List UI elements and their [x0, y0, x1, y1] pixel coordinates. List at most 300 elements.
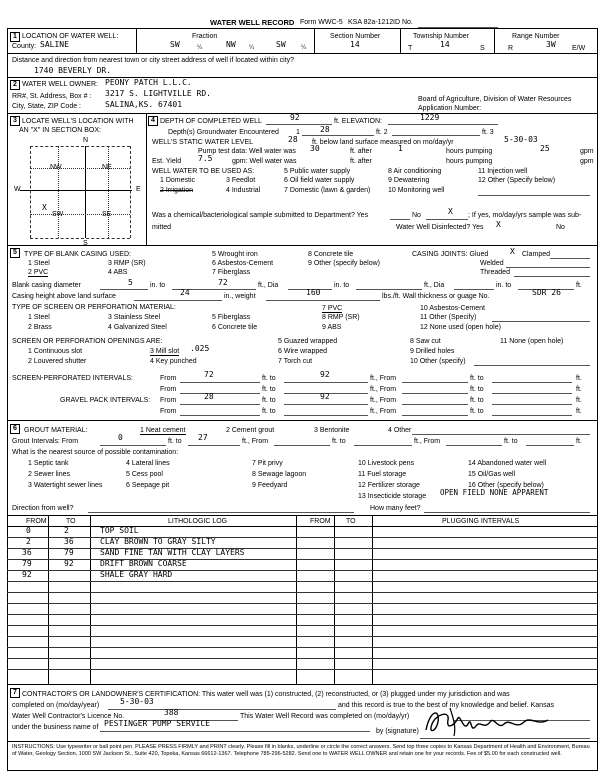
log-from: 2 — [26, 537, 31, 546]
rr-label: RR#, St. Address, Box # : — [12, 93, 92, 100]
line — [388, 124, 498, 125]
ft-3: ft. — [576, 282, 582, 289]
gravel-from-label: From — [160, 397, 177, 404]
casing-2[interactable]: 2 PVC — [28, 269, 49, 276]
city-label: City, State, ZIP Code : — [12, 103, 81, 110]
log-from: 92 — [22, 570, 32, 579]
glued-mark: X — [510, 247, 515, 256]
disinfected-mark: X — [496, 220, 501, 229]
sw-label: SW — [52, 211, 64, 218]
contam-6[interactable]: 6 Seepage pit — [126, 482, 170, 489]
screen-6[interactable]: 6 Concrete tile — [212, 324, 258, 331]
rule — [7, 658, 597, 659]
grid-line — [130, 146, 131, 238]
se-label: SE — [102, 211, 112, 218]
section-value: 14 — [350, 40, 360, 49]
ft-after-2: ft. after — [350, 158, 372, 165]
line — [402, 393, 468, 394]
screen-8[interactable]: 8 RMP (SR) — [322, 314, 360, 321]
locate-title-1: LOCATE WELL'S LOCATION WITH — [22, 118, 134, 125]
gravel-ft: ft. — [576, 397, 582, 404]
township-t: T — [408, 45, 413, 52]
screen-2[interactable]: 2 Brass — [28, 324, 52, 331]
line — [550, 258, 590, 259]
rule — [7, 526, 597, 527]
cert-business-label: under the business name of — [12, 724, 99, 731]
contam-title: What is the nearest source of possible contamination: — [12, 449, 179, 456]
grout-title: GROUT MATERIAL: — [24, 427, 88, 434]
weight-value: 160 — [306, 288, 321, 297]
line — [180, 382, 260, 383]
disinfected-no: No — [556, 224, 565, 231]
owner-street: 3217 S. LIGHTVILLE RD. — [105, 89, 211, 98]
gw1-label: 1 — [296, 129, 300, 136]
line — [180, 415, 260, 416]
gravel-label: GRAVEL PACK INTERVALS: — [60, 397, 151, 404]
screen-1[interactable]: 1 Steel — [28, 314, 50, 321]
gw2-label: ft. 2 — [376, 129, 388, 136]
in-to: in. to — [150, 282, 166, 289]
screen-11[interactable]: 11 Other (Specify) — [420, 314, 477, 321]
rule — [7, 537, 597, 538]
township-s: S — [480, 45, 485, 52]
casing-title: TYPE OF BLANK CASING USED: — [24, 251, 131, 258]
fraction-2: NW — [226, 40, 236, 49]
rule — [7, 570, 597, 571]
yield-label: Est. Yield — [152, 158, 182, 165]
static-rest: ft. below land surface measured on mo/day/yr — [312, 139, 454, 146]
section-5-number: 5 — [10, 248, 20, 258]
screen-4[interactable]: 4 Galvanized Steel — [108, 324, 167, 331]
welded-label: Welded — [480, 260, 504, 267]
line — [108, 709, 336, 710]
in-to-2: in. to — [334, 282, 350, 289]
gravel-ft-from: ft., From — [370, 397, 397, 404]
use-5[interactable]: 5 Public water supply — [284, 168, 351, 175]
casing-9[interactable]: 9 Other (specify below) — [308, 260, 380, 267]
grout-1[interactable]: 1 Neat cement — [140, 427, 186, 434]
rule — [7, 515, 597, 516]
range-ew: E/W — [572, 45, 586, 52]
cert-completed-label: completed on (mo/day/year) — [12, 702, 100, 709]
log-header-to: TO — [66, 518, 76, 525]
rule — [7, 603, 597, 604]
ft-dia-2: ft., Dia — [424, 282, 445, 289]
line — [492, 321, 590, 322]
use-title: WELL WATER TO BE USED AS: — [152, 168, 255, 175]
line — [134, 300, 222, 301]
log-to: 79 — [64, 548, 74, 557]
rule — [7, 614, 597, 615]
cert-license-value: 388 — [164, 708, 179, 717]
sample-no-mark: X — [448, 207, 453, 216]
township-value: 14 — [440, 40, 450, 49]
perf-ft-to-2: ft. to — [470, 375, 484, 382]
gravel-from-label-2: From — [160, 408, 177, 415]
screen-9[interactable]: 9 ABS — [322, 324, 342, 331]
rule — [7, 636, 597, 637]
screen-5[interactable]: 5 Fiberglass — [212, 314, 251, 321]
line — [180, 404, 260, 405]
use-7[interactable]: 7 Domestic (lawn & garden) — [284, 187, 371, 194]
section-4-number: 4 — [148, 116, 158, 126]
contam-14[interactable]: 14 Abandoned water well — [468, 460, 547, 467]
opening-2[interactable]: 2 Louvered shutter — [28, 358, 87, 365]
opening-1[interactable]: 1 Continuous slot — [28, 348, 83, 355]
owner-city: SALINA,KS. 67401 — [105, 100, 183, 109]
gw1-value: 28 — [320, 125, 330, 134]
use-8[interactable]: 8 Air conditioning — [388, 168, 442, 175]
in-to-3: in. to — [496, 282, 512, 289]
slot-size: .025 — [190, 344, 210, 353]
township-label: Township Number — [413, 33, 470, 40]
section-6-number: 6 — [10, 424, 20, 434]
contam-other-text: OPEN FIELD NONE APPARENT — [440, 488, 549, 497]
divider — [494, 28, 495, 53]
quarter-1: ¼ — [197, 45, 203, 51]
log-header-lithologic: LITHOLOGIC LOG — [168, 518, 228, 525]
log-to: 92 — [64, 559, 74, 568]
contam-1[interactable]: 1 Septic tank — [28, 460, 69, 467]
grout-ft-to: ft. to — [168, 438, 182, 445]
contam-15[interactable]: 15 Oil/Gas well — [468, 471, 516, 478]
range-value: 3W — [546, 40, 556, 49]
use-10[interactable]: 10 Monitoring well — [388, 187, 445, 194]
perf-ft-to-3: ft. to — [262, 386, 276, 393]
diameter-value: 5 — [128, 278, 133, 287]
line — [474, 365, 590, 366]
contam-7[interactable]: 7 Pit privy — [252, 460, 283, 467]
gravel-ft-to-3: ft. to — [262, 408, 276, 415]
use-2[interactable]: 2 Irrigation — [160, 187, 194, 194]
ksa-ref: KSA 82a-1212 — [348, 19, 394, 26]
quarter-3: ¼ — [301, 45, 307, 51]
use-3[interactable]: 3 Feedlot — [226, 177, 256, 184]
contam-8[interactable]: 8 Sewage lagoon — [252, 471, 307, 478]
line — [526, 445, 574, 446]
screen-10[interactable]: 10 Asbestos-Cement — [420, 305, 485, 312]
rule — [7, 548, 597, 549]
grout-to-value: 27 — [198, 433, 208, 442]
line — [424, 512, 590, 513]
line — [100, 445, 166, 446]
grout-from-value: 0 — [118, 433, 123, 442]
contam-12[interactable]: 12 Fertilizer storage — [358, 482, 420, 489]
contam-16[interactable]: 16 Other (specify below) — [468, 482, 544, 489]
log-to: 2 — [64, 526, 69, 535]
line — [506, 267, 590, 268]
line — [492, 393, 572, 394]
log-desc: SAND FINE TAN WITH CLAY LAYERS — [100, 548, 245, 557]
grout-intervals-label: Grout Intervals: From — [12, 438, 79, 445]
casing-6[interactable]: 6 Asbestos-Cement — [212, 260, 274, 267]
line — [492, 404, 572, 405]
log-from: 79 — [22, 559, 32, 568]
section-label: Section Number — [330, 33, 381, 40]
range-label: Range Number — [512, 33, 560, 40]
static-date: 5-30-03 — [504, 135, 538, 144]
casing-5[interactable]: 5 Wrought iron — [212, 251, 258, 258]
line — [478, 195, 590, 196]
contam-4[interactable]: 4 Lateral lines — [126, 460, 170, 467]
line — [390, 219, 410, 220]
direction-from-well: Direction from well? — [12, 505, 74, 512]
disinfected-label: Water Well Disinfected? Yes — [396, 224, 484, 231]
owner-title: WATER WELL OWNER: — [22, 81, 98, 88]
divider — [314, 28, 315, 53]
pump-was: 30 — [310, 144, 320, 153]
county-label: County: — [12, 43, 37, 50]
use-6[interactable]: 6 Oil field water supply — [284, 177, 355, 184]
perf-to-value: 92 — [320, 370, 330, 379]
gw3-label: ft. 3 — [482, 129, 494, 136]
address-value: 1740 BEVERLY DR. — [34, 66, 112, 75]
id-label: ID No. — [393, 19, 413, 26]
openings-title: SCREEN OR PERFORATION OPENINGS ARE: — [12, 338, 163, 345]
log-desc: TOP SOIL — [100, 526, 139, 535]
opening-10[interactable]: 10 Other (specify) — [410, 358, 466, 365]
grout-ft-to-3: ft. to — [504, 438, 518, 445]
gravel-ft-to: ft. to — [262, 397, 276, 404]
grid-line — [30, 146, 130, 147]
fraction-3: SW — [276, 40, 286, 49]
instructions-text: INSTRUCTIONS: Use typewriter or ball point pen. PLEASE PRESS FIRMLY and PRINT clearly. Please fill in blanks, underline or circle the correct answers. Send top three copies to Kansas Department of Health and Environment, Bureau of Water, Geology Section, 1000 SW Jackson St., Suite 420, Topeka, Kansas 66612-1367. Telephone 785-296-5282. Send one to WATER WELL OWNER and retain one for your records. Fee of $5.00 for each constructed well. — [12, 744, 590, 757]
height-value: 24 — [180, 288, 190, 297]
perf-ft-from-2: ft., From — [370, 386, 397, 393]
to-value: 72 — [218, 278, 228, 287]
perf-ft-to: ft. to — [262, 375, 276, 382]
section-2-number: 2 — [10, 80, 20, 90]
casing-7[interactable]: 7 Fiberglass — [212, 269, 251, 276]
east-label: E — [136, 186, 141, 193]
county-value: SALINE — [40, 40, 69, 49]
section-3-number: 3 — [10, 116, 20, 126]
line — [426, 219, 468, 220]
line — [446, 445, 502, 446]
log-desc: SHALE GRAY HARD — [100, 570, 173, 579]
rule — [7, 245, 597, 246]
grout-4[interactable]: 4 Other — [388, 427, 412, 434]
log-from: 0 — [26, 526, 31, 535]
use-4[interactable]: 4 Industrial — [226, 187, 261, 194]
cert-line-3b: This Water Well Record was completed on (mo/day/yr) — [240, 713, 410, 720]
line — [514, 276, 590, 277]
perf-ft: ft. — [576, 375, 582, 382]
line — [454, 289, 494, 290]
location-title: LOCATION OF WATER WELL: — [22, 33, 119, 40]
sample-rest: ; If yes, mo/day/yrs sample was sub- — [468, 212, 582, 219]
fraction-1: SW — [170, 40, 180, 49]
contam-2[interactable]: 2 Sewer lines — [28, 471, 71, 478]
rule — [7, 420, 597, 421]
joints-label: CASING JOINTS: Glued — [412, 251, 489, 258]
static-label: WELL'S STATIC WATER LEVEL — [152, 139, 254, 146]
rule — [7, 625, 597, 626]
opening-8[interactable]: 8 Saw cut — [410, 338, 441, 345]
board-label: Board of Agriculture, Division of Water Resources — [418, 96, 572, 103]
grout-3[interactable]: 3 Bentonite — [314, 427, 350, 434]
cert-business-value: PESTINGER PUMP SERVICE — [104, 719, 210, 728]
line — [284, 404, 368, 405]
rule — [7, 559, 597, 560]
signature-image — [420, 704, 570, 738]
line — [354, 445, 412, 446]
cert-by-label: by (signature) — [376, 728, 419, 735]
gravel-ft-2: ft. — [576, 408, 582, 415]
yield-gpm: gpm: Well water was — [232, 158, 297, 165]
opening-4[interactable]: 4 Key punched — [150, 358, 197, 365]
gravel-from-value: 28 — [204, 392, 214, 401]
contam-9[interactable]: 9 Feedyard — [252, 482, 288, 489]
screen-3[interactable]: 3 Stainless Steel — [108, 314, 161, 321]
how-many-feet: How many feet? — [370, 505, 421, 512]
signature-line — [420, 738, 590, 739]
opening-11[interactable]: 11 None (open hole) — [500, 338, 564, 345]
north-label: N — [83, 137, 89, 144]
rule — [7, 53, 597, 54]
diameter-label: Blank casing diameter — [12, 282, 81, 289]
grid-line — [30, 238, 130, 239]
line — [284, 415, 368, 416]
line — [100, 289, 148, 290]
cert-license-label: Water Well Contractor's Licence No. — [12, 713, 125, 720]
divider — [146, 113, 147, 245]
pump-ft-after: ft. after — [350, 148, 372, 155]
weight-rest: lbs./ft. Wall thickness or guage No. — [382, 293, 490, 300]
opening-3[interactable]: 3 Mill slot — [150, 348, 180, 355]
grout-2[interactable]: 2 Cement grout — [226, 427, 275, 434]
line — [284, 382, 368, 383]
perf-from-label-2: From — [160, 386, 177, 393]
sample-mitted: mitted — [152, 224, 172, 231]
hours-pumping-2: hours pumping — [446, 158, 493, 165]
casing-3[interactable]: 3 RMP (SR) — [108, 260, 146, 267]
rule — [7, 741, 597, 742]
form-number: Form WWC-5 — [300, 19, 343, 26]
grid-line — [58, 146, 59, 238]
opening-6[interactable]: 6 Wire wrapped — [278, 348, 328, 355]
owner-name: PEONY PATCH L.L.C. — [105, 78, 192, 87]
line — [274, 445, 330, 446]
line — [492, 382, 572, 383]
depth-label: DEPTH OF COMPLETED WELL — [160, 118, 262, 125]
log-desc: DRIFT BROWN COARSE — [100, 559, 187, 568]
perf-label: SCREEN-PERFORATED INTERVALS: — [12, 375, 133, 382]
direction-label: Distance and direction from nearest town or city street address of well if located within city? — [12, 57, 295, 64]
gpm-label-2: gpm — [580, 158, 594, 165]
grid-line — [30, 214, 130, 215]
line — [100, 731, 370, 732]
log-from: 36 — [22, 548, 32, 557]
log-desc: CLAY BROWN TO GRAY SILTY — [100, 537, 216, 546]
contam-5[interactable]: 5 Cess pool — [126, 471, 163, 478]
weight-label: in., weight — [224, 293, 256, 300]
pump-label: Pump test data: Well water was — [198, 148, 296, 155]
perf-ft-to-4: ft. to — [470, 386, 484, 393]
grid-horizontal — [20, 190, 132, 191]
grid-vertical — [85, 146, 86, 238]
gw-label: Depth(s) Groundwater Encountered — [168, 129, 279, 136]
line — [188, 445, 240, 446]
grout-ft-from-2: ft., From — [414, 438, 441, 445]
screen-12[interactable]: 12 None used (open hole) — [420, 324, 501, 331]
use-11[interactable]: 11 Injection well — [478, 168, 528, 175]
casing-1[interactable]: 1 Steel — [28, 260, 50, 267]
clamped-label: Clamped — [522, 251, 551, 258]
location-mark: X — [42, 203, 47, 212]
screen-7[interactable]: 7 PVC — [322, 305, 343, 312]
sample-question: Was a chemical/bacteriological sample submitted to Department? Yes — [152, 212, 369, 219]
section-1-number: 1 — [10, 32, 20, 42]
pump-gpm: 25 — [540, 144, 550, 153]
opening-5[interactable]: 5 Guazed wrapped — [278, 338, 338, 345]
elevation-value: 1229 — [420, 113, 440, 122]
contam-10[interactable]: 10 Livestock pens — [358, 460, 415, 467]
perf-from-label: From — [160, 375, 177, 382]
section-7-number: 7 — [10, 688, 20, 698]
log-header-to-2: TO — [346, 518, 356, 525]
line — [356, 289, 422, 290]
use-9[interactable]: 9 Dewatering — [388, 177, 430, 184]
opening-7[interactable]: 7 Torch cut — [278, 358, 313, 365]
cert-line-1: CONTRACTOR'S OR LANDOWNER'S CERTIFICATION: This water well was (1) constructed, (2) reconstructed, or (3) plugged under my jurisdiction and was — [22, 691, 510, 698]
perf-from-value: 72 — [204, 370, 214, 379]
divider — [136, 28, 137, 53]
rule — [7, 113, 597, 114]
sample-no: No — [412, 212, 421, 219]
static-value: 28 — [288, 135, 298, 144]
line — [402, 382, 468, 383]
south-label: S — [83, 240, 88, 247]
contam-13[interactable]: 13 Insecticide storage — [358, 493, 427, 500]
line — [492, 415, 572, 416]
gravel-ft-to-4: ft. to — [470, 408, 484, 415]
grid-line — [30, 168, 130, 169]
use-1[interactable]: 1 Domestic — [160, 177, 196, 184]
casing-4[interactable]: 4 ABS — [108, 269, 128, 276]
rule — [7, 77, 597, 78]
height-label: Casing height above land surface — [12, 293, 116, 300]
line — [392, 135, 480, 136]
grout-ft-to-2: ft. to — [332, 438, 346, 445]
contam-3[interactable]: 3 Watertight sewer lines — [28, 482, 103, 489]
rule — [7, 647, 597, 648]
rule — [7, 592, 597, 593]
line — [302, 135, 374, 136]
casing-8[interactable]: 8 Concrete tile — [308, 251, 354, 258]
gpm-label: gpm — [580, 148, 594, 155]
ne-label: NE — [102, 164, 112, 171]
use-12[interactable]: 12 Other (Specify below) — [478, 177, 556, 184]
nw-label: NW — [50, 164, 62, 171]
cert-line-2b: and this record is true to the best of my knowledge and belief. Kansas — [338, 702, 554, 709]
hours-pumping: hours pumping — [446, 148, 493, 155]
gravel-ft-to-2: ft. to — [470, 397, 484, 404]
line — [402, 404, 468, 405]
divider — [400, 28, 401, 53]
grid-line — [30, 146, 31, 238]
fraction-label: Fraction — [192, 33, 218, 40]
grid-line — [108, 146, 109, 238]
application-label: Application Number: — [418, 105, 482, 112]
opening-9[interactable]: 9 Drilled holes — [410, 348, 455, 355]
line — [402, 415, 468, 416]
ft-dia: ft., Dia — [258, 282, 279, 289]
cert-completed-value: 5-30-03 — [120, 697, 154, 706]
contam-11[interactable]: 11 Fuel storage — [358, 471, 407, 478]
log-to: 36 — [64, 537, 74, 546]
screen-title: TYPE OF SCREEN OR PERFORATION MATERIAL: — [12, 304, 176, 311]
